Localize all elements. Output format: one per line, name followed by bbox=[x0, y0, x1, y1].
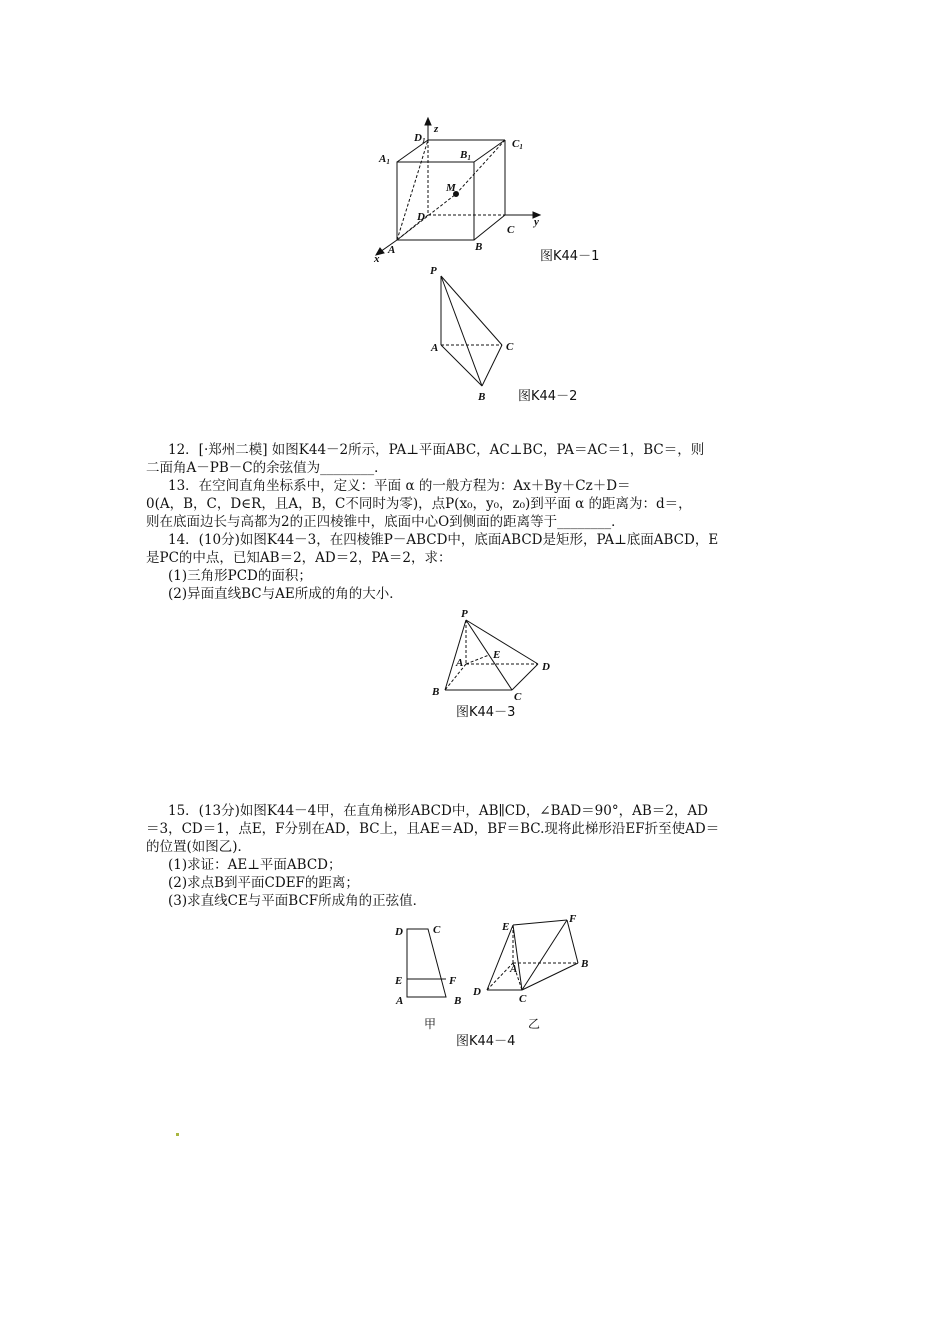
problem-15-question-1: (1)求证：AE⊥平面ABCD； bbox=[168, 857, 342, 873]
problem-14-line-1: 14．(10分)如图K44－3，在四棱锥P－ABCD中，底面ABCD是矩形，PA⊥底面ABCD，E bbox=[168, 532, 719, 548]
edge-pb bbox=[441, 276, 482, 386]
label-b: B bbox=[478, 391, 486, 403]
edge-ed bbox=[487, 925, 513, 990]
label-a: A bbox=[396, 995, 404, 1007]
edge-cd bbox=[512, 664, 538, 690]
label-a: A bbox=[388, 244, 396, 256]
label-e: E bbox=[395, 975, 403, 987]
figure-k44-4-yi-labels bbox=[456, 913, 588, 1049]
label-c1: C1 bbox=[512, 138, 523, 151]
label-a: A bbox=[431, 342, 439, 354]
trapezoid-abcd bbox=[407, 929, 446, 997]
problem-15-line-3: 的位置(如图乙)． bbox=[146, 839, 252, 855]
cube-edge-bc bbox=[474, 215, 505, 240]
label-y: y bbox=[534, 216, 539, 228]
label-a: A bbox=[456, 657, 464, 669]
problem-14-line-2: 是PC的中点，已知AB＝2，AD＝2，PA＝2，求： bbox=[146, 550, 452, 566]
label-d: D bbox=[542, 661, 550, 673]
label-f: F bbox=[569, 913, 577, 925]
edge-pd bbox=[466, 620, 538, 664]
cube-front-face bbox=[397, 162, 474, 240]
label-c: C bbox=[519, 993, 527, 1005]
label-c: C bbox=[507, 224, 515, 236]
edge-pc bbox=[466, 620, 512, 690]
label-d: D bbox=[417, 211, 425, 223]
label-b1: B1 bbox=[460, 149, 471, 162]
figure-k44-1-labels bbox=[373, 123, 599, 265]
figure-k44-3 bbox=[445, 620, 538, 690]
label-c: C bbox=[433, 924, 441, 936]
label-d: D bbox=[473, 986, 481, 998]
figure-k44-4-jia-labels bbox=[394, 924, 461, 1031]
label-e: E bbox=[502, 921, 510, 933]
problem-12-line-2: 二面角A－PB－C的余弦值为________． bbox=[146, 460, 388, 476]
label-b: B bbox=[581, 958, 589, 970]
label-b: B bbox=[475, 241, 483, 253]
label-c: C bbox=[514, 691, 522, 703]
problem-15-question-2: (2)求点B到平面CDEF的距离； bbox=[168, 875, 359, 891]
label-b: B bbox=[454, 995, 462, 1007]
label-m: M bbox=[446, 182, 456, 194]
stray-mark bbox=[176, 1133, 179, 1136]
figure-k44-4-yi bbox=[487, 920, 578, 990]
edge-ab bbox=[441, 345, 482, 386]
edge-pb bbox=[445, 620, 466, 690]
label-f: F bbox=[449, 975, 457, 987]
caption-k44-1: 图K44－1 bbox=[540, 249, 600, 264]
cube-diag-am bbox=[397, 194, 456, 240]
label-jia: 甲 bbox=[424, 1017, 437, 1031]
problem-14-question-2: (2)异面直线BC与AE所成的角的大小． bbox=[168, 586, 403, 602]
label-p: P bbox=[461, 608, 468, 620]
edge-cb bbox=[482, 345, 502, 386]
label-a: A bbox=[510, 963, 518, 975]
caption-k44-4: 图K44－4 bbox=[456, 1034, 516, 1049]
cube-diag-ad1 bbox=[397, 140, 428, 240]
label-a1: A1 bbox=[379, 153, 390, 166]
label-b: B bbox=[432, 686, 440, 698]
edge-pc bbox=[441, 276, 502, 345]
problem-14-question-1: (1)三角形PCD的面积； bbox=[168, 568, 312, 584]
problem-15-line-2: ＝3，CD＝1，点E，F分别在AD，BC上，且AE＝AD，BF＝BC.现将此梯形沿EF折至使AD＝ bbox=[146, 821, 720, 837]
problem-13-line-2: 0(A，B，C，D∈R，且A，B，C不同时为零)，点P(x₀，y₀，z₀)到平面 α 的距离为：d＝， bbox=[146, 496, 692, 512]
figure-k44-4-jia bbox=[407, 929, 446, 997]
label-x: x bbox=[374, 253, 380, 265]
figure-k44-2-labels bbox=[430, 265, 577, 404]
label-p: P bbox=[430, 265, 437, 277]
edge-fb bbox=[567, 920, 578, 963]
label-yi: 乙 bbox=[528, 1017, 541, 1031]
caption-k44-2: 图K44－2 bbox=[518, 389, 578, 404]
edge-ef bbox=[513, 920, 567, 925]
caption-k44-3: 图K44－3 bbox=[456, 705, 516, 720]
label-d: D bbox=[395, 926, 403, 938]
problem-15-question-3: (3)求直线CE与平面BCF所成角的正弦值． bbox=[168, 893, 427, 909]
figure-k44-2 bbox=[441, 276, 502, 386]
label-d1: D1 bbox=[414, 132, 426, 145]
cube-edge-b1c1 bbox=[474, 140, 505, 162]
problem-15-line-1: 15．(13分)如图K44－4甲，在直角梯形ABCD中，AB∥CD，∠BAD＝90°，AB＝2，AD bbox=[168, 803, 708, 819]
problem-12-line-1: 12．[·郑州二模] 如图K44－2所示，PA⊥平面ABC，AC⊥BC，PA＝AC＝1，BC＝，则 bbox=[168, 442, 705, 458]
z-axis-arrow bbox=[425, 118, 431, 125]
label-c: C bbox=[506, 341, 514, 353]
problem-13-line-3: 则在底面边长与高都为2的正四棱锥中，底面中心O到侧面的距离等于________． bbox=[146, 514, 625, 530]
segment-ae bbox=[466, 655, 489, 664]
label-e: E bbox=[493, 649, 501, 661]
edge-ec bbox=[513, 925, 522, 990]
label-z: z bbox=[434, 123, 439, 135]
problem-13-line-1: 13．在空间直角坐标系中，定义：平面 α 的一般方程为：Ax＋By＋Cz＋D＝ bbox=[168, 478, 631, 494]
